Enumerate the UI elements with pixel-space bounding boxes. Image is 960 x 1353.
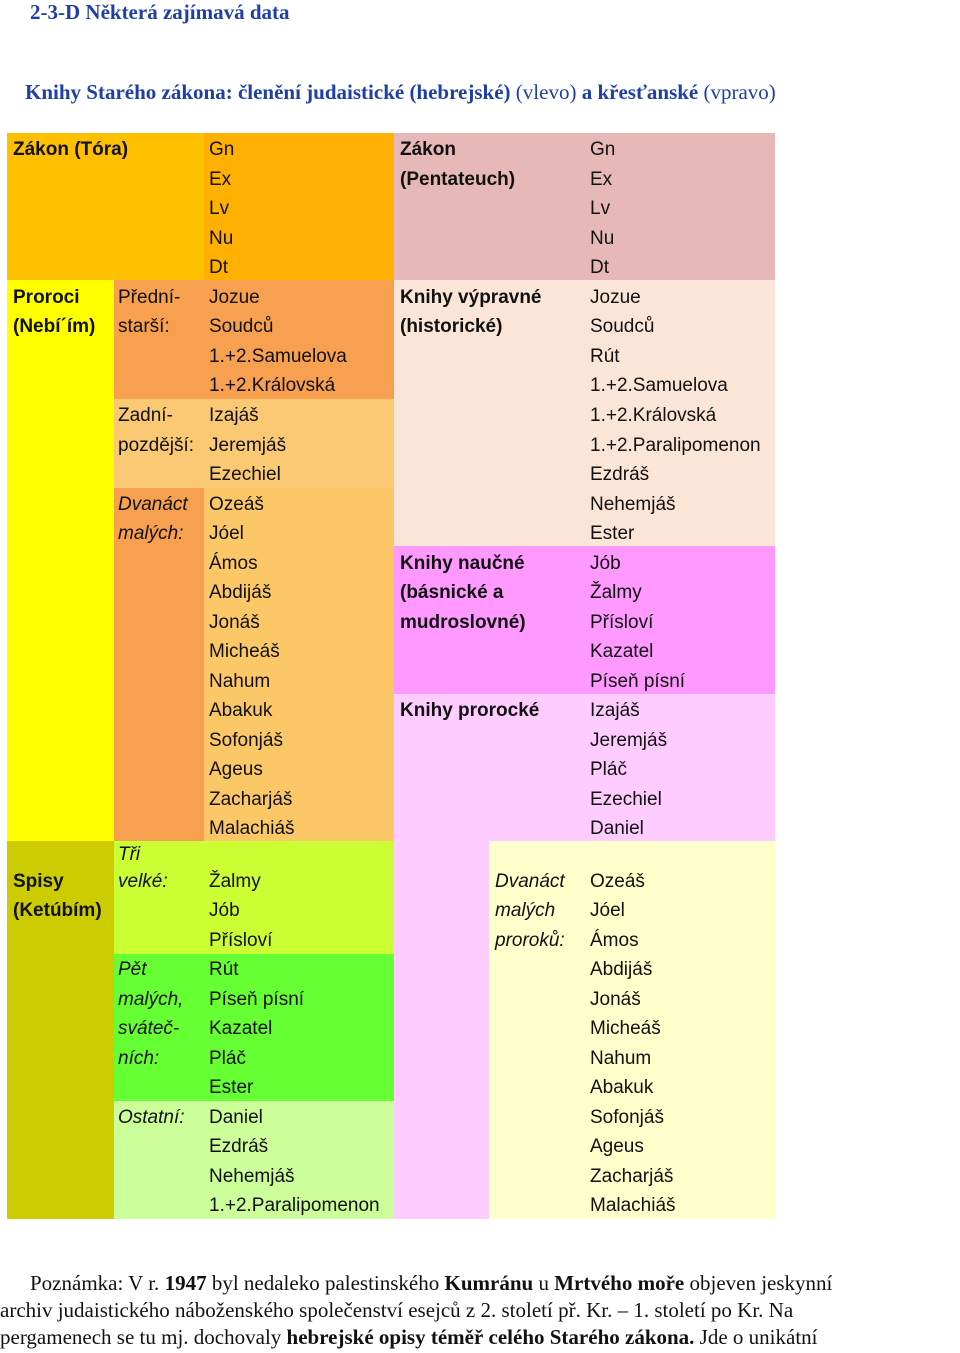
wisdom-book: Kazatel [590, 641, 654, 662]
spisy-sublabel: (Ketúbím) [13, 900, 102, 921]
former-label: Přední- [118, 287, 181, 308]
tora-book: Nu [209, 228, 234, 249]
five-label: Pět [118, 959, 147, 980]
twelve-book: Zacharjáš [209, 789, 293, 810]
note-year: 1947 [164, 1271, 207, 1295]
note-line-3 [0, 1324, 818, 1351]
five-label: sváteč- [118, 1018, 180, 1039]
prophetic-book: Pláč [590, 759, 627, 780]
pentateuch-book: Ex [590, 169, 613, 190]
later-book: Jeremjáš [209, 435, 287, 456]
five-book: Píseň písní [209, 989, 305, 1010]
pentateuch-book: Nu [590, 228, 615, 249]
minor-book: Zacharjáš [590, 1166, 674, 1187]
historical-sublabel: (historické) [400, 316, 503, 337]
twelve-book: Malachiáš [209, 818, 295, 839]
minor-book: Abdijáš [590, 959, 653, 980]
three-book: Žalmy [209, 871, 261, 892]
historical-book: Jozue [590, 287, 641, 308]
twelve-book: Jonáš [209, 612, 260, 633]
historical-label: Knihy výpravné [400, 287, 542, 308]
former-book: 1.+2.Královská [209, 375, 336, 396]
later-book: Izajáš [209, 405, 259, 426]
note-text: pergamenech se tu mj. dochovaly [0, 1325, 287, 1349]
pentateuch-book: Dt [590, 257, 609, 278]
five-label: malých, [118, 989, 184, 1010]
minor-book: Nahum [590, 1048, 652, 1069]
historical-book: Ezdráš [590, 464, 650, 485]
others-book: Daniel [209, 1107, 263, 1128]
minor-book: Ageus [590, 1136, 644, 1157]
five-book: Kazatel [209, 1018, 273, 1039]
tora-book: Ex [209, 169, 232, 190]
prophetic-book: Ezechiel [590, 789, 662, 810]
historical-book: Ester [590, 523, 635, 544]
three-label: Tři [118, 844, 141, 865]
wisdom-sublabel: (básnické a [400, 582, 504, 603]
historical-book: 1.+2.Královská [590, 405, 717, 426]
wisdom-sublabel: mudroslovné) [400, 612, 526, 633]
note-emphasis: hebrejské opisy téměř celého Starého zákona. [286, 1325, 695, 1349]
pentateuch-label: Zákon [400, 139, 456, 160]
note-place: Mrtvého moře [554, 1271, 685, 1295]
note-place: Kumránu [444, 1271, 534, 1295]
spisy-label: Spisy [13, 871, 64, 892]
historical-book: Nehemjáš [590, 494, 676, 515]
twelve-book: Nahum [209, 671, 271, 692]
historical-book: Soudců [590, 316, 655, 337]
former-book: Jozue [209, 287, 260, 308]
table-heading-part1: Knihy Starého zákona: členění judaistické (hebrejské) [25, 80, 511, 104]
wisdom-book: Přísloví [590, 612, 654, 633]
twelve-label: Dvanáct [118, 494, 188, 515]
table-heading-part3: a křesťanské [581, 80, 699, 104]
twelve-sublabel: malých: [118, 523, 184, 544]
prophetic-book: Jeremjáš [590, 730, 668, 751]
minor-book: Jóel [590, 900, 625, 921]
wisdom-book: Jób [590, 553, 621, 574]
minor-sublabel: proroků: [495, 930, 565, 951]
prophetic-book: Daniel [590, 818, 644, 839]
note-text: u [533, 1271, 555, 1295]
tora-label: Zákon (Tóra) [13, 139, 129, 160]
others-label: Ostatní: [118, 1107, 185, 1128]
historical-book: 1.+2.Paralipomenon [590, 435, 761, 456]
section-heading: 2-3-D Některá zajímavá data [30, 0, 290, 24]
five-book: Ester [209, 1077, 254, 1098]
spisy-block [7, 841, 114, 1219]
prophetic-label-extension [394, 841, 489, 1219]
tora-book: Gn [209, 139, 235, 160]
proroci-label: Proroci [13, 287, 80, 308]
note-line-2: archiv judaistického náboženského společenství esejců z 2. století př. Kr. – 1. století po Kr. Na [0, 1298, 794, 1322]
prophetic-book: Izajáš [590, 700, 640, 721]
others-book: Nehemjáš [209, 1166, 295, 1187]
twelve-book: Sofonjáš [209, 730, 283, 751]
five-book: Rút [209, 959, 239, 980]
twelve-book: Ageus [209, 759, 263, 780]
former-sublabel: starší: [118, 316, 170, 337]
table-heading-part2: (vlevo) [510, 80, 582, 104]
later-label: Zadní- [118, 405, 173, 426]
later-book: Ezechiel [209, 464, 281, 485]
minor-book: Sofonjáš [590, 1107, 664, 1128]
twelve-book: Abakuk [209, 700, 273, 721]
minor-label: Dvanáct [495, 871, 565, 892]
pentateuch-book: Gn [590, 139, 616, 160]
minor-book: Ozeáš [590, 871, 645, 892]
three-book: Jób [209, 900, 240, 921]
prophetic-label: Knihy prorocké [400, 700, 540, 721]
five-label: ních: [118, 1048, 160, 1069]
pentateuch-book: Lv [590, 198, 611, 219]
table-heading-part4: (vpravo) [698, 80, 776, 104]
minor-book: Jonáš [590, 989, 641, 1010]
three-book: Přísloví [209, 930, 273, 951]
others-book: Ezdráš [209, 1136, 269, 1157]
minor-book: Abakuk [590, 1077, 654, 1098]
twelve-book: Ámos [209, 553, 258, 574]
table-heading [25, 80, 776, 105]
historical-book: 1.+2.Samuelova [590, 375, 728, 396]
proroci-block [7, 280, 114, 841]
twelve-book: Jóel [209, 523, 244, 544]
wisdom-book: Píseň písní [590, 671, 686, 692]
minor-book: Micheáš [590, 1018, 661, 1039]
tora-book: Lv [209, 198, 230, 219]
five-book: Pláč [209, 1048, 246, 1069]
others-book: 1.+2.Paralipomenon [209, 1195, 380, 1216]
minor-sublabel: malých [495, 900, 556, 921]
tora-book: Dt [209, 257, 228, 278]
note-text: objeven jeskynní [684, 1271, 833, 1295]
historical-book: Rút [590, 346, 620, 367]
proroci-sublabel: (Nebí´ím) [13, 316, 96, 337]
note-text: byl nedaleko palestinského [206, 1271, 445, 1295]
former-book: 1.+2.Samuelova [209, 346, 347, 367]
minor-book: Malachiáš [590, 1195, 676, 1216]
former-book: Soudců [209, 316, 274, 337]
wisdom-book: Žalmy [590, 582, 642, 603]
note-text: Poznámka: V r. [30, 1271, 165, 1295]
twelve-book: Abdijáš [209, 582, 272, 603]
later-sublabel: pozdější: [118, 435, 195, 456]
twelve-book: Micheáš [209, 641, 280, 662]
note-text: Jde o unikátní [694, 1325, 818, 1349]
twelve-book: Ozeáš [209, 494, 264, 515]
note-line-1 [30, 1270, 832, 1297]
wisdom-label: Knihy naučné [400, 553, 525, 574]
pentateuch-sublabel: (Pentateuch) [400, 169, 516, 190]
minor-book: Ámos [590, 930, 639, 951]
three-sublabel: velké: [118, 871, 168, 892]
